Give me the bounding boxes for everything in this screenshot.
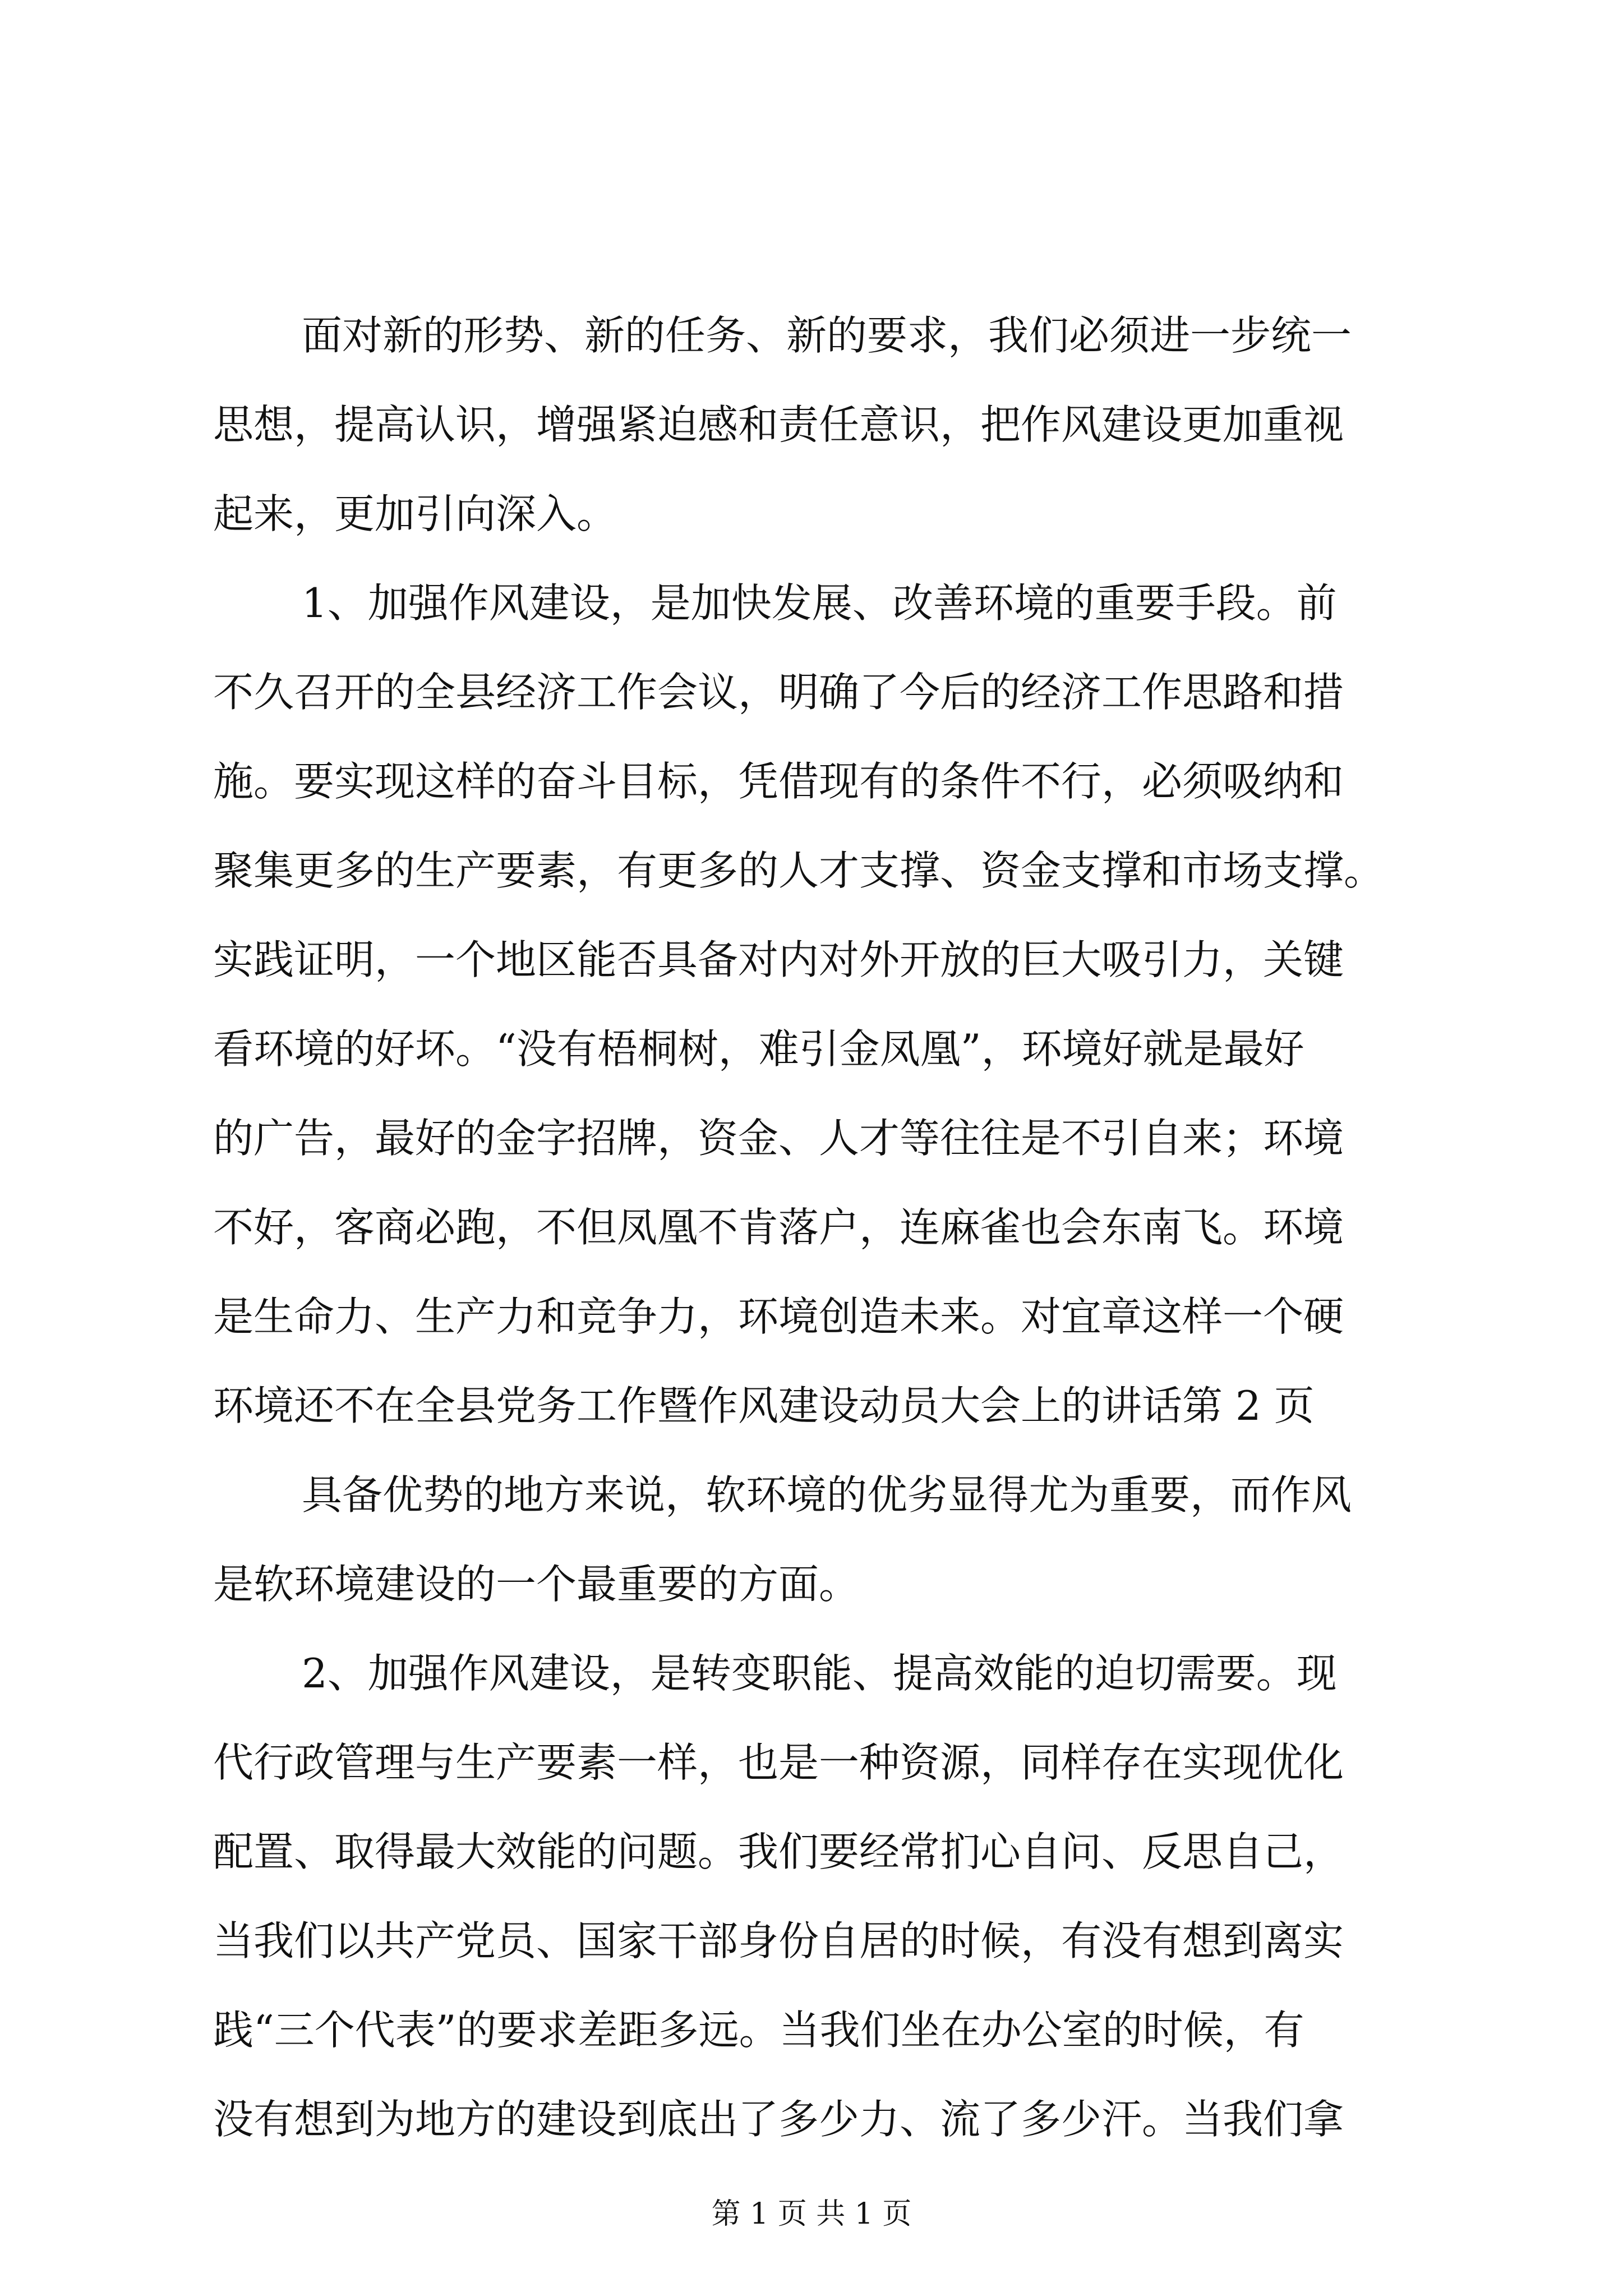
text-line: 具备优势的地方来说，软环境的优劣显得尤为重要，而作风: [302, 1471, 1352, 1519]
text-line: 不好，客商必跑，不但凤凰不肯落户，连麻雀也会东南飞。环境: [213, 1204, 1344, 1251]
text-line: 不久召开的全县经济工作会议，明确了今后的经济工作思路和措: [213, 669, 1344, 716]
text-line: 起来，更加引向深入。: [213, 490, 617, 537]
text-line: 是软环境建设的一个最重要的方面。: [213, 1561, 860, 1608]
text-line: 施。要实现这样的奋斗目标，凭借现有的条件不行，必须吸纳和: [213, 758, 1344, 805]
text-line: 代行政管理与生产要素一样，也是一种资源，同样存在实现优化: [213, 1739, 1344, 1786]
text-line: 实践证明，一个地区能否具备对内对外开放的巨大吸引力，关键: [213, 936, 1344, 983]
text-line: 环境还不在全县党务工作暨作风建设动员大会上的讲话第 2 页: [213, 1382, 1315, 1429]
page-footer: 第 1 页 共 1 页: [711, 2197, 912, 2231]
text-line: 是生命力、生产力和竞争力，环境创造未来。对宜章这样一个硬: [213, 1293, 1344, 1340]
text-line: 看环境的好坏。“没有梧桐树，难引金凤凰”，环境好就是最好: [213, 1025, 1304, 1073]
text-line: 没有想到为地方的建设到底出了多少力、流了多少汗。当我们拿: [213, 2096, 1344, 2143]
text-line: 践“三个代表”的要求差距多远。当我们坐在办公室的时候，有: [213, 2007, 1304, 2054]
text-line: 2、加强作风建设，是转变职能、提高效能的迫切需要。现: [302, 1650, 1337, 1697]
text-line: 当我们以共产党员、国家干部身份自居的时候，有没有想到离实: [213, 1917, 1344, 1964]
text-line: 的广告，最好的金字招牌，资金、人才等往往是不引自来；环境: [213, 1115, 1344, 1162]
text-line: 1、加强作风建设，是加快发展、改善环境的重要手段。前: [302, 579, 1337, 627]
text-line: 面对新的形势、新的任务、新的要求，我们必须进一步统一: [302, 312, 1352, 359]
text-line: 配置、取得最大效能的问题。我们要经常扪心自问、反思自己，: [213, 1828, 1344, 1875]
text-line: 聚集更多的生产要素，有更多的人才支撑、资金支撑和市场支撑。: [213, 847, 1385, 894]
text-line: 思想，提高认识，增强紧迫感和责任意识，把作风建设更加重视: [213, 401, 1344, 448]
